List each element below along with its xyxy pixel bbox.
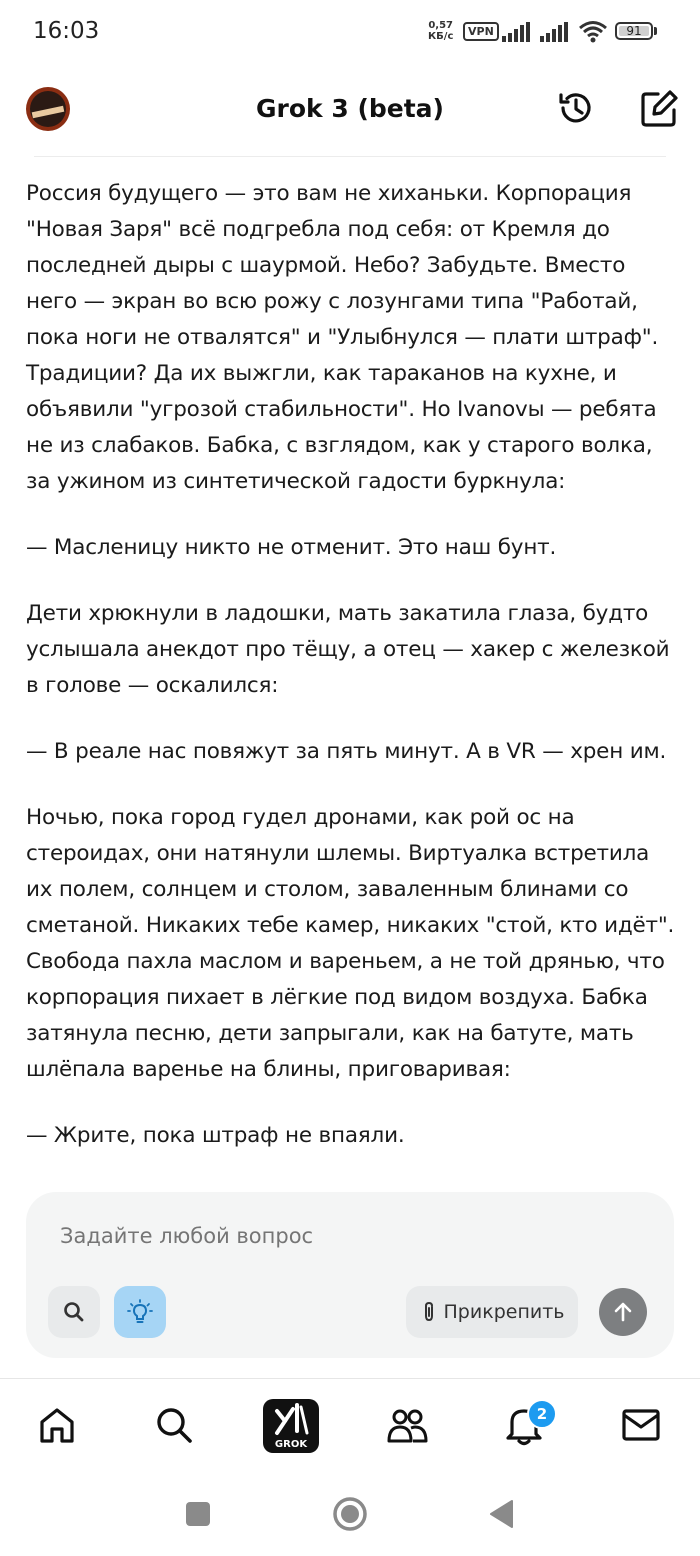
back-triangle-icon [488,1499,516,1529]
back-button[interactable] [482,1494,522,1534]
signal-icon [502,22,532,42]
attach-label: Прикрепить [443,1301,565,1323]
send-button[interactable] [599,1288,647,1336]
app-header [0,70,700,156]
bottom-nav [0,1379,700,1475]
message-paragraph: Дети хрюкнули в ладошки, мать закатила глаза, будто услышала анекдот про тёщу, а отец — хакер с железкой в голове — оскалился: [26,601,670,698]
status-time: 16:03 [33,18,100,44]
deep-search-button[interactable] [48,1286,100,1338]
system-navigation [0,1478,700,1556]
history-icon[interactable] [556,88,596,128]
assistant-message [26,176,680,1184]
wifi-icon [578,20,608,44]
network-speed-unit: КБ/с [428,31,454,42]
communities-icon [385,1405,429,1445]
lightbulb-icon [127,1299,153,1325]
attach-button[interactable] [406,1286,578,1338]
nav-grok[interactable] [263,1399,319,1453]
vpn-icon: VPN [463,22,499,41]
think-button[interactable] [114,1286,166,1338]
nav-messages[interactable] [617,1399,665,1451]
grok-label: GROK [274,1439,308,1450]
header-divider [34,156,666,157]
search-icon [63,1301,85,1323]
recents-icon [185,1501,211,1527]
network-speed [428,20,453,42]
page-title: Grok 3 (beta) [256,94,444,123]
arrow-up-icon [611,1300,635,1324]
nav-search[interactable] [150,1399,198,1451]
prompt-input[interactable] [60,1224,620,1248]
message-paragraph: Ночью, пока город гудел дронами, как рой ос на стероидах, они натянули шлемы. Виртуалка встретила их полем, солнцем и столом, заваленным блинами со сметаной. Никаких тебе камер, никаких "стой, кто идёт". Свобода пахла маслом и вареньем, а не той дрянью, что корпорация пихает в лёгкие под видом воздуха. Бабка затянула песню, дети запрыгали, как на батуте, мать шлёпала варенье на блины, приговаривая: [26,805,675,1082]
status-bar [0,0,700,66]
paperclip-icon [420,1301,438,1323]
message-paragraph: — Масленицу никто не отменит. Это наш бунт. [26,535,557,560]
battery-tip [654,27,657,35]
nav-communities[interactable] [383,1399,431,1451]
search-icon [154,1405,194,1445]
signal-icon-2 [540,22,570,42]
home-circle-icon [332,1496,368,1532]
grok-icon [263,1399,319,1441]
notifications-badge: 2 [527,1399,557,1429]
battery-percent: 91 [626,24,642,38]
message-paragraph: — В реале нас повяжут за пять минут. А в VR — хрен им. [26,739,667,764]
messages-icon [621,1408,661,1442]
message-paragraph: — Жрите, пока штраф не впаяли. [26,1123,405,1148]
home-icon [37,1405,77,1445]
network-speed-value: 0,57 [428,20,454,31]
recents-button[interactable] [178,1494,218,1534]
message-paragraph: Россия будущего — это вам не хиханьки. Корпорация "Новая Заря" всё подгребла под себя: от Кремля до последней дыры с шаурмой. Небо? Забудьте. Вместо него — экран во всю рожу с лозунгами типа "Работай, пока ноги не отвалятся" и "Улыбнулся — плати штраф". Традиции? Да их выжгли, как тараканов на кухне, и объявили "угрозой стабильности". Но Ivanovы — ребята не из слабаков. Бабка, с взглядом, как у старого волка, за ужином из синтетической гадости буркнула: [26,181,659,494]
composer [26,1192,674,1358]
home-system-button[interactable] [330,1494,370,1534]
new-chat-icon[interactable] [638,88,680,130]
battery-icon [615,22,653,40]
nav-home[interactable] [33,1399,81,1451]
